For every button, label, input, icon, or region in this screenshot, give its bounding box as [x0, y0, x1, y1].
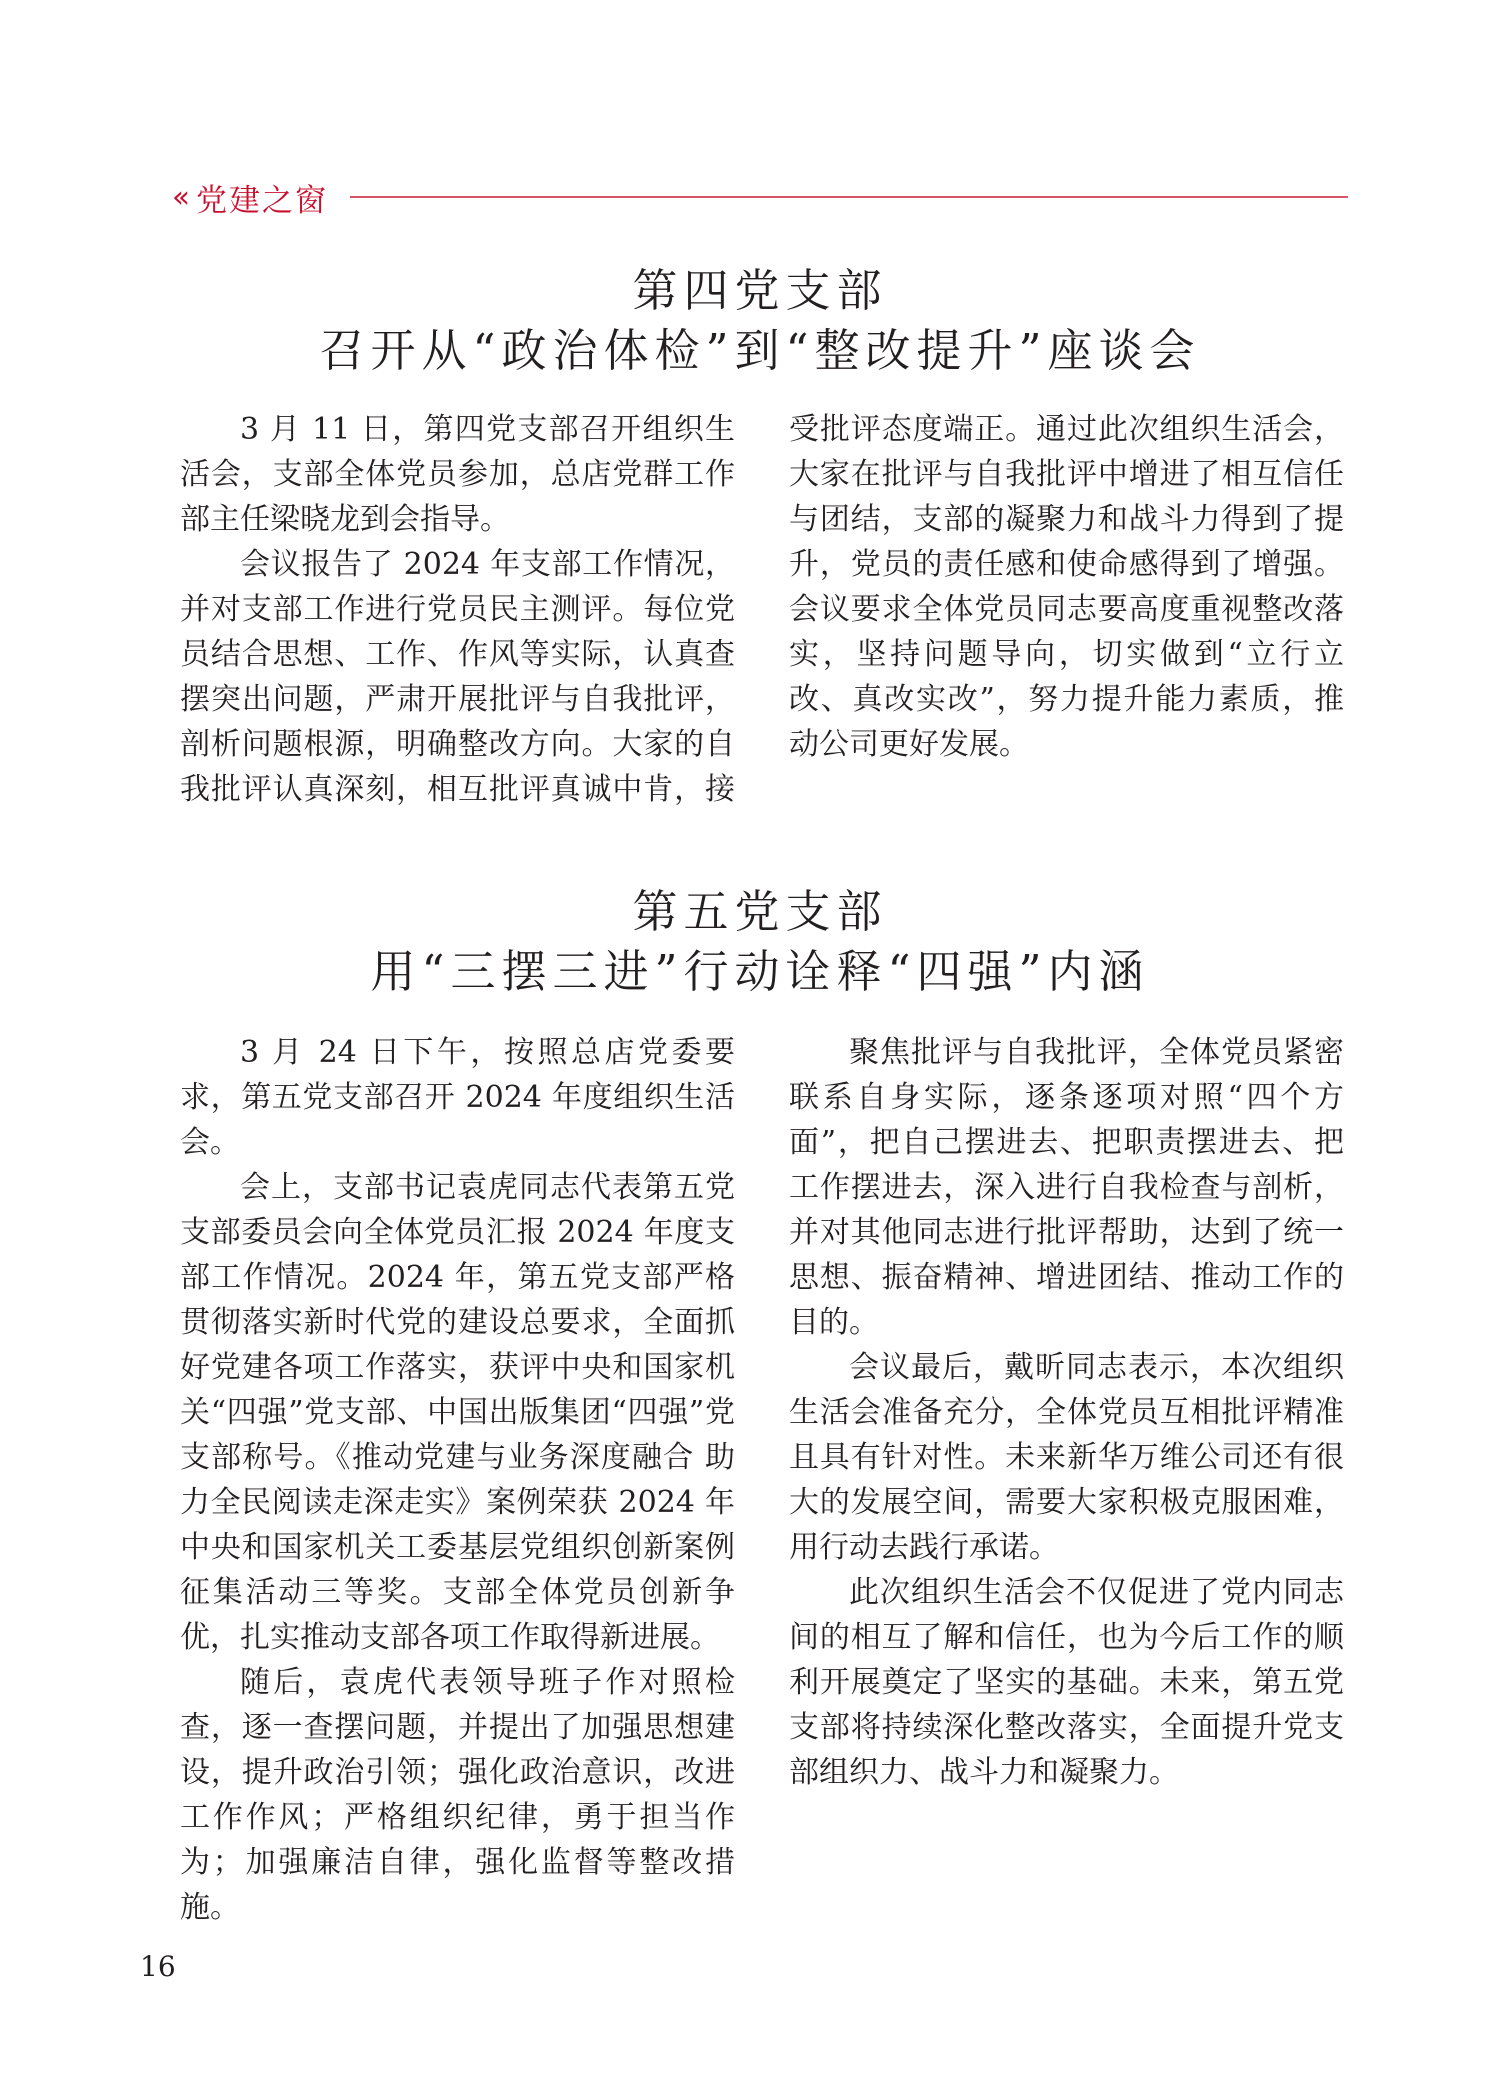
article2-paragraph: 此次组织生活会不仅促进了党内同志间的相互了解和信任，也为今后工作的顺利开展奠定了坚实的基础。未来，第五党支部将持续深化整改落实，全面提升党支部组织力、战斗力和凝聚力。 — [789, 1575, 1344, 1790]
article2-paragraph: 3 月 24 日下午，按照总店党委要求，第五党支部召开 2024 年度组织生活会。 — [180, 1035, 735, 1160]
header-divider — [350, 196, 1348, 198]
article1-body — [180, 407, 1344, 837]
article2-paragraph: 会上，支部书记袁虎同志代表第五党支部委员会向全体党员汇报 2024 年度支部工作情况。2024 年，第五党支部严格贯彻落实新时代党的建设总要求，全面抓好党建各项工作落实，获评中央和国家机关“四强”党支部、中国出版集团“四强”党支部称号。《推动党建与业务深度融合 助力全民阅读走深走实》案例荣获 2024 年中央和国家机关工委基层党组织创新案例征集活动三等奖。支部全体党员创新争优，扎实推动支部各项工作取得新进展。 — [180, 1170, 735, 1655]
article1-paragraph: 会议报告了 2024 年支部工作情况，并对支部工作进行党员民主测评。每位党员结合思想、工作、作风等实际，认真查摆突出问题，严肃开展批评与自我批评，剖析问题根源，明确整改方向。大家的自我批评认真深刻，相互批评真诚中肯，接受批评态度端正。通过此次组织生活会，大家在批评与自我批评中增进了相互信任与团结，支部的凝聚力和战斗力得到了提升，党员的责任感和使命感得到了增强。会议要求全体党员同志要高度重视整改落实，坚持问题导向，切实做到“立行立改、真改实改”，努力提升能力素质，推动公司更好发展。 — [180, 412, 1344, 807]
article2-title-line2: 用“三摆三进”行动诠释“四强”内涵 — [370, 945, 1150, 998]
page-number: 16 — [140, 1950, 176, 1983]
section-title: 党建之窗 — [196, 182, 328, 219]
article1-paragraph: 3 月 11 日，第四党支部召开组织生活会，支部全体党员参加，总店党群工作部主任梁晓龙到会指导。 — [180, 412, 735, 537]
article2-title — [172, 883, 1348, 1003]
section-header — [172, 175, 1348, 219]
article1-title-line1: 第四党支部 — [632, 264, 888, 317]
article1-title-line2: 召开从“政治体检”到“整改提升”座谈会 — [319, 324, 1201, 377]
article2-paragraph: 随后，袁虎代表领导班子作对照检查，逐一查摆问题，并提出了加强思想建设，提升政治引领；强化政治意识，改进工作作风；严格组织纪律，勇于担当作为；加强廉洁自律，强化监督等整改措施。 — [180, 1665, 735, 1925]
article2-title-line1: 第五党支部 — [632, 885, 888, 938]
article2-paragraph: 会议最后，戴昕同志表示，本次组织生活会准备充分，全体党员互相批评精准且具有针对性。未来新华万维公司还有很大的发展空间，需要大家积极克服困难，用行动去践行承诺。 — [789, 1350, 1344, 1565]
double-chevron-icon: ‹‹ — [172, 179, 184, 215]
article1-title — [172, 262, 1348, 382]
article2-paragraph: 聚焦批评与自我批评，全体党员紧密联系自身实际，逐条逐项对照“四个方面”，把自己摆进去、把职责摆进去、把工作摆进去，深入进行自我检查与剖析，并对其他同志进行批评帮助，达到了统一思想、振奋精神、增进团结、推动工作的目的。 — [789, 1035, 1344, 1340]
article2-body — [180, 1030, 1344, 1940]
